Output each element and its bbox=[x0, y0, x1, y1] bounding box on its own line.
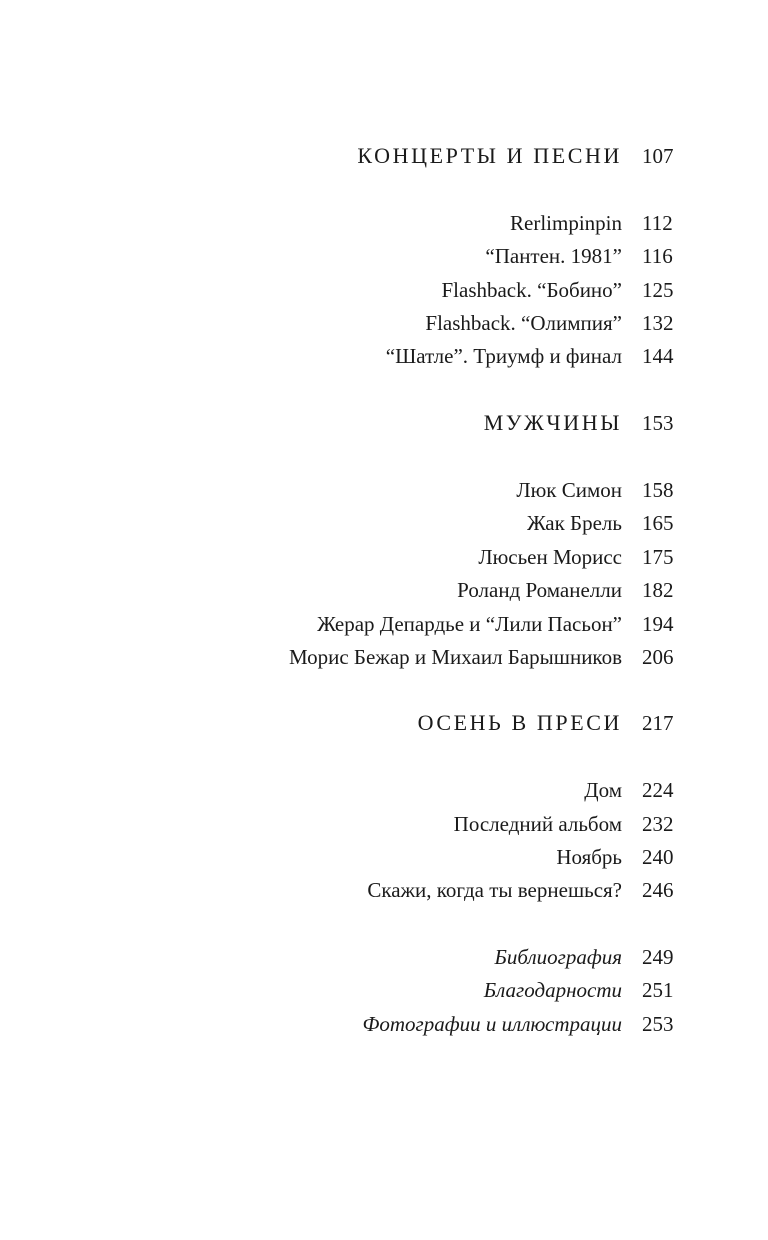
entry-page-number: 253 bbox=[642, 1012, 674, 1036]
backmatter-entry-acknowledgements[interactable] bbox=[0, 973, 768, 1007]
toc-entry[interactable] bbox=[0, 506, 768, 540]
toc-entry[interactable] bbox=[0, 206, 768, 240]
entry-page-number: 175 bbox=[642, 545, 674, 569]
toc-entry[interactable] bbox=[0, 273, 768, 307]
section-heading[interactable] bbox=[0, 706, 768, 740]
toc-entry[interactable] bbox=[0, 573, 768, 607]
entry-title: Люк Симон bbox=[516, 478, 622, 502]
toc-entry[interactable] bbox=[0, 840, 768, 874]
entry-title: Жак Брель bbox=[526, 511, 622, 535]
entry-page-number: 232 bbox=[642, 812, 674, 836]
toc-entry[interactable] bbox=[0, 773, 768, 807]
entry-title: Благодарности bbox=[483, 978, 622, 1002]
entry-page-number: 112 bbox=[642, 211, 673, 235]
entry-title: Роланд Романелли bbox=[457, 578, 622, 602]
entry-title: Фотографии и иллюстрации bbox=[362, 1012, 622, 1036]
entry-title: “Пантен. 1981” bbox=[485, 244, 622, 268]
section-title: МУЖЧИНЫ bbox=[483, 410, 622, 435]
section-page-number: 153 bbox=[642, 411, 674, 435]
entry-page-number: 240 bbox=[642, 845, 674, 869]
section-title: ОСЕНЬ В ПРЕСИ bbox=[417, 710, 622, 735]
section-page-number: 107 bbox=[642, 144, 674, 168]
backmatter-entry-bibliography[interactable] bbox=[0, 940, 768, 974]
entry-title: Библиография bbox=[494, 945, 622, 969]
entry-page-number: 249 bbox=[642, 945, 674, 969]
entry-page-number: 246 bbox=[642, 878, 674, 902]
entry-title: Rerlimpinpin bbox=[510, 211, 622, 235]
entry-page-number: 206 bbox=[642, 645, 674, 669]
entry-page-number: 165 bbox=[642, 511, 674, 535]
entry-title: Скажи, когда ты вернешься? bbox=[367, 878, 622, 902]
entry-page-number: 158 bbox=[642, 478, 674, 502]
entry-page-number: 194 bbox=[642, 612, 674, 636]
toc-entry[interactable] bbox=[0, 339, 768, 373]
entry-title: Жерар Депардье и “Лили Пасьон” bbox=[317, 612, 622, 636]
toc-entry[interactable] bbox=[0, 640, 768, 674]
entry-page-number: 132 bbox=[642, 311, 674, 335]
backmatter-entry-illustrations[interactable] bbox=[0, 1007, 768, 1041]
entry-page-number: 182 bbox=[642, 578, 674, 602]
entry-page-number: 125 bbox=[642, 278, 674, 302]
toc-entry[interactable] bbox=[0, 540, 768, 574]
entry-page-number: 116 bbox=[642, 244, 673, 268]
entry-title: Ноябрь bbox=[556, 845, 622, 869]
toc-entry[interactable] bbox=[0, 306, 768, 340]
section-heading[interactable] bbox=[0, 139, 768, 173]
toc-entry[interactable] bbox=[0, 473, 768, 507]
entry-title: Дом bbox=[584, 778, 622, 802]
toc-entry[interactable] bbox=[0, 239, 768, 273]
entry-title: Люсьен Морисс bbox=[478, 545, 622, 569]
section-page-number: 217 bbox=[642, 711, 674, 735]
entry-title: “Шатле”. Триумф и финал bbox=[385, 344, 622, 368]
toc-entry[interactable] bbox=[0, 873, 768, 907]
toc-entry[interactable] bbox=[0, 807, 768, 841]
entry-page-number: 144 bbox=[642, 344, 674, 368]
entry-title: Морис Бежар и Михаил Барышников bbox=[288, 645, 622, 669]
entry-title: Последний альбом bbox=[453, 812, 622, 836]
section-heading[interactable] bbox=[0, 406, 768, 440]
entry-title: Flashback. “Олимпия” bbox=[425, 311, 622, 335]
entry-page-number: 224 bbox=[642, 778, 674, 802]
section-title: КОНЦЕРТЫ И ПЕСНИ bbox=[357, 143, 622, 168]
toc-entry[interactable] bbox=[0, 607, 768, 641]
entry-title: Flashback. “Бобино” bbox=[441, 278, 622, 302]
entry-page-number: 251 bbox=[642, 978, 674, 1002]
